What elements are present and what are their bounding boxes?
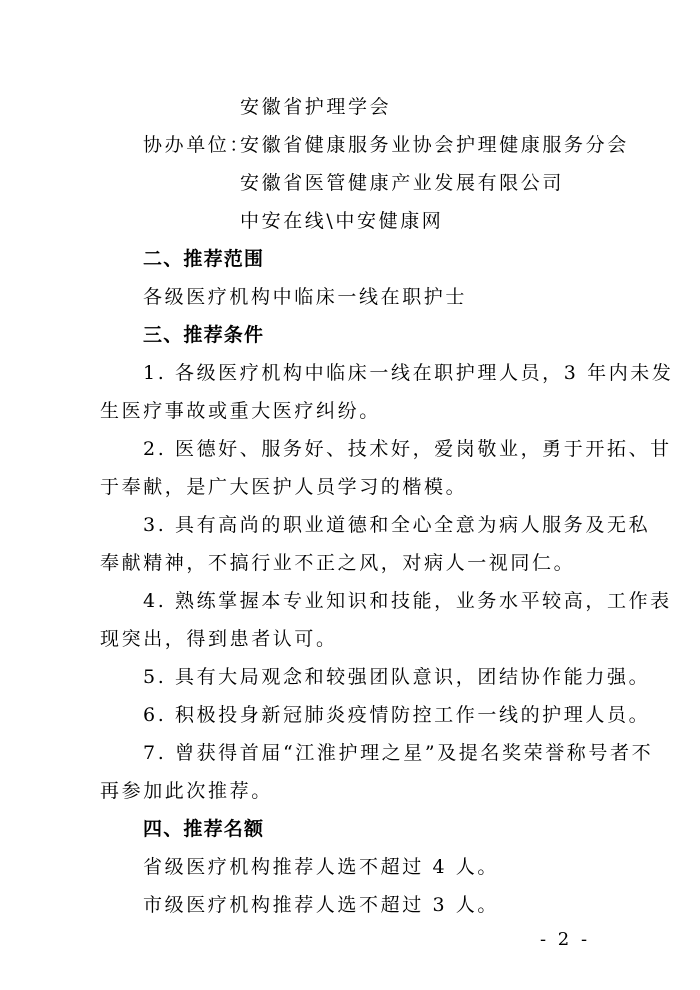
co-organizer-3: 中安在线\中安健康网 [240, 210, 444, 232]
condition-1-line-2: 生医疗事故或重大医疗纠纷。 [100, 400, 381, 422]
condition-6: 6. 积极投身新冠肺炎疫情防控工作一线的护理人员。 [143, 704, 651, 726]
condition-5: 5. 具有大局观念和较强团队意识，团结协作能力强。 [143, 666, 651, 688]
co-organizer-2: 安徽省医管健康产业发展有限公司 [240, 172, 565, 194]
condition-4-line-1: 4. 熟练掌握本专业知识和技能，业务水平较高，工作表 [143, 590, 672, 612]
host-unit-continued: 安徽省护理学会 [240, 96, 392, 118]
condition-2-line-2: 于奉献，是广大医护人员学习的楷模。 [100, 476, 468, 498]
condition-2-line-1: 2. 医德好、服务好、技术好，爱岗敬业，勇于开拓、甘 [143, 438, 672, 460]
page-number: - 2 - [540, 929, 591, 950]
condition-4-line-2: 现突出，得到患者认可。 [100, 628, 338, 650]
scope-text: 各级医疗机构中临床一线在职护士 [143, 286, 468, 308]
co-organizer-1: 安徽省健康服务业协会护理健康服务分会 [240, 134, 629, 156]
section-heading-quota: 四、推荐名额 [143, 818, 265, 840]
condition-3-line-2: 奉献精神，不搞行业不正之风，对病人一视同仁。 [100, 552, 576, 574]
quota-provincial: 省级医疗机构推荐人选不超过 4 人。 [143, 856, 499, 878]
condition-3-line-1: 3. 具有高尚的职业道德和全心全意为病人服务及无私 [143, 514, 651, 536]
co-organizer-label: 协办单位： [143, 134, 252, 156]
section-heading-scope: 二、推荐范围 [143, 248, 265, 270]
section-heading-conditions: 三、推荐条件 [143, 324, 265, 346]
condition-7-line-2: 再参加此次推荐。 [100, 780, 273, 802]
condition-1-line-1: 1. 各级医疗机构中临床一线在职护理人员，3 年内未发 [143, 362, 674, 384]
quota-municipal: 市级医疗机构推荐人选不超过 3 人。 [143, 894, 499, 916]
condition-7-line-1: 7. 曾获得首届“江淮护理之星”及提名奖荣誉称号者不 [143, 742, 654, 764]
